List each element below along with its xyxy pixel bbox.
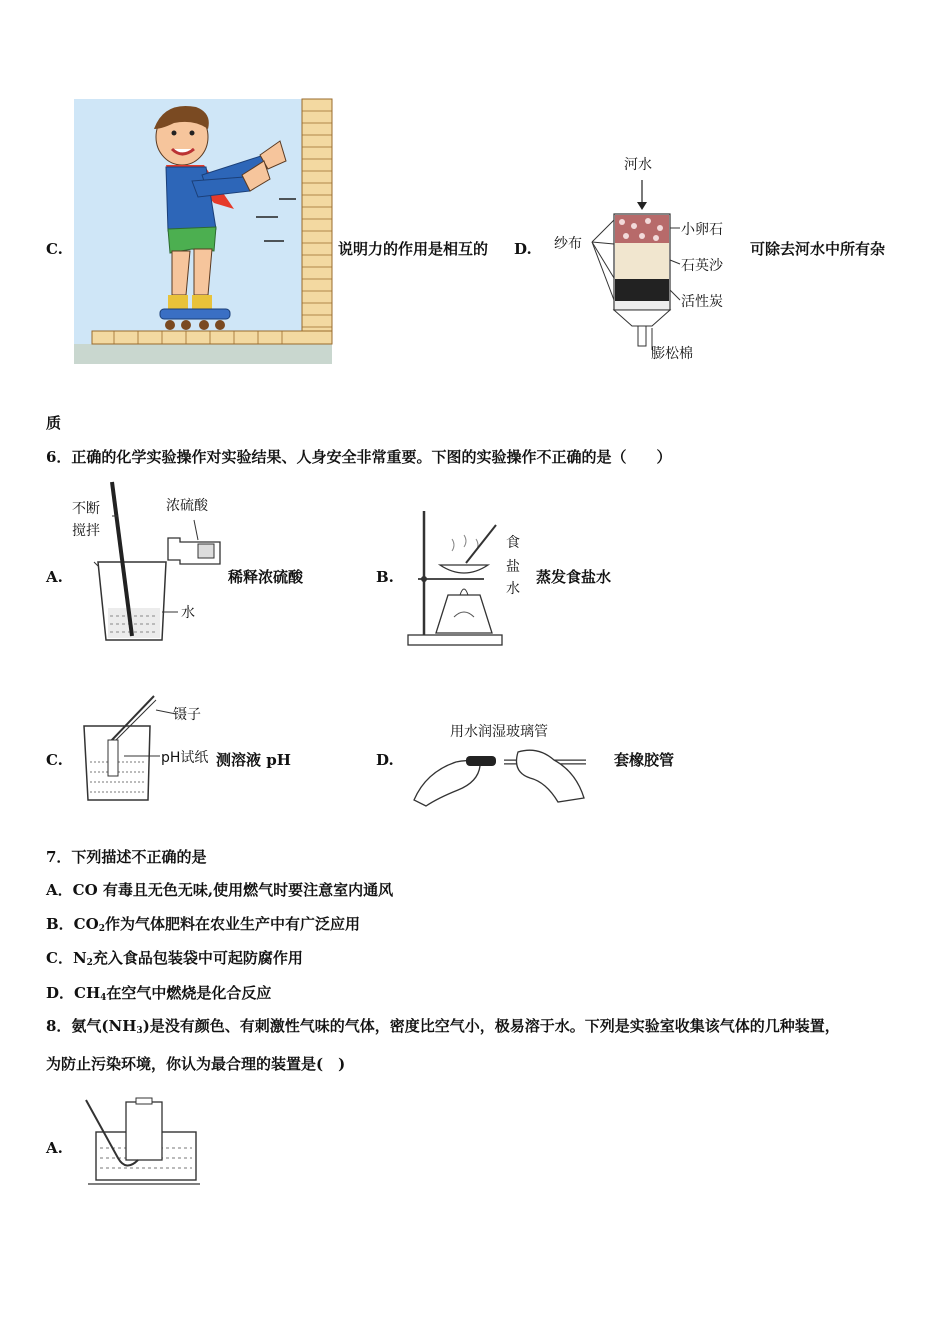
label-salt-2: 盐: [506, 559, 520, 575]
q7-stem: 7．下列描述不正确的是: [46, 848, 207, 866]
q6-option-d-text: 套橡胶管: [614, 751, 675, 769]
q6-option-a-letter: A.: [46, 568, 63, 586]
q8-stem-line2: 为防止污染环境，你认为最合理的装置是( ): [46, 1055, 346, 1073]
label-salt-3: 水: [506, 581, 520, 597]
label-gauze: 纱布: [554, 236, 582, 252]
q6-stem: 6．正确的化学实验操作对实验结果、人身安全非常重要。下图的实验操作不正确的是（ ）: [46, 448, 672, 466]
q5-option-c-text: 说明力的作用是相互的: [338, 240, 489, 258]
label-concentrated-acid: 浓硫酸: [166, 498, 208, 514]
label-stir2: 搅拌: [72, 523, 100, 539]
q7-option-d: D．$CH_4$在空气中燃烧是化合反应: [46, 984, 272, 1003]
label-pebbles: 小卵石: [681, 222, 723, 238]
q6-option-c-text: 测溶液 pH: [216, 751, 291, 769]
q5-option-c-letter: C.: [46, 240, 63, 258]
label-river-water: 河水: [624, 157, 652, 173]
label-ph-paper: pH试纸: [161, 750, 209, 766]
skater-pushing-wall-illustration: [74, 99, 332, 367]
q5-option-d-text-cont: 质: [46, 414, 62, 432]
label-salt-1: 食: [506, 535, 520, 551]
q6-option-b-letter: B.: [376, 568, 394, 586]
q8-stem-line1: 8．氨气$(NH_3)$是没有颜色、有刺激性气味的气体，密度比空气小，极易溶于水。下列是实验室收集该气体的几种装置，: [46, 1017, 840, 1036]
q7-option-a: A．CO 有毒且无色无味,使用燃气时要注意室内通风: [46, 881, 394, 899]
q7-option-c: C．$N_2$充入食品包装袋中可起防腐作用: [46, 949, 303, 968]
label-tweezers: 镊子: [173, 707, 201, 723]
gas-collection-apparatus-diagram: [82, 1098, 204, 1188]
q6-option-a-text: 稀释浓硫酸: [228, 568, 304, 586]
q7-option-b: B．$CO_2$作为气体肥料在农业生产中有广泛应用: [46, 915, 360, 934]
q8-option-a-letter: A.: [46, 1139, 63, 1157]
label-quartz-sand: 石英沙: [681, 258, 723, 274]
label-activated-carbon: 活性炭: [681, 294, 723, 310]
q6-option-c-letter: C.: [46, 751, 63, 769]
rubber-tube-diagram: [408, 742, 598, 808]
label-cotton: 膨松棉: [651, 346, 693, 362]
label-wet-glass-tube: 用水润湿玻璃管: [450, 724, 548, 740]
label-stir: 不断: [72, 501, 100, 517]
q5-option-d-text: 可除去河水中所有杂: [750, 240, 886, 258]
q6-option-b-text: 蒸发食盐水: [536, 568, 612, 586]
label-water: 水: [181, 605, 195, 621]
q5-option-d-letter: D.: [514, 240, 532, 258]
q6-option-d-letter: D.: [376, 751, 394, 769]
